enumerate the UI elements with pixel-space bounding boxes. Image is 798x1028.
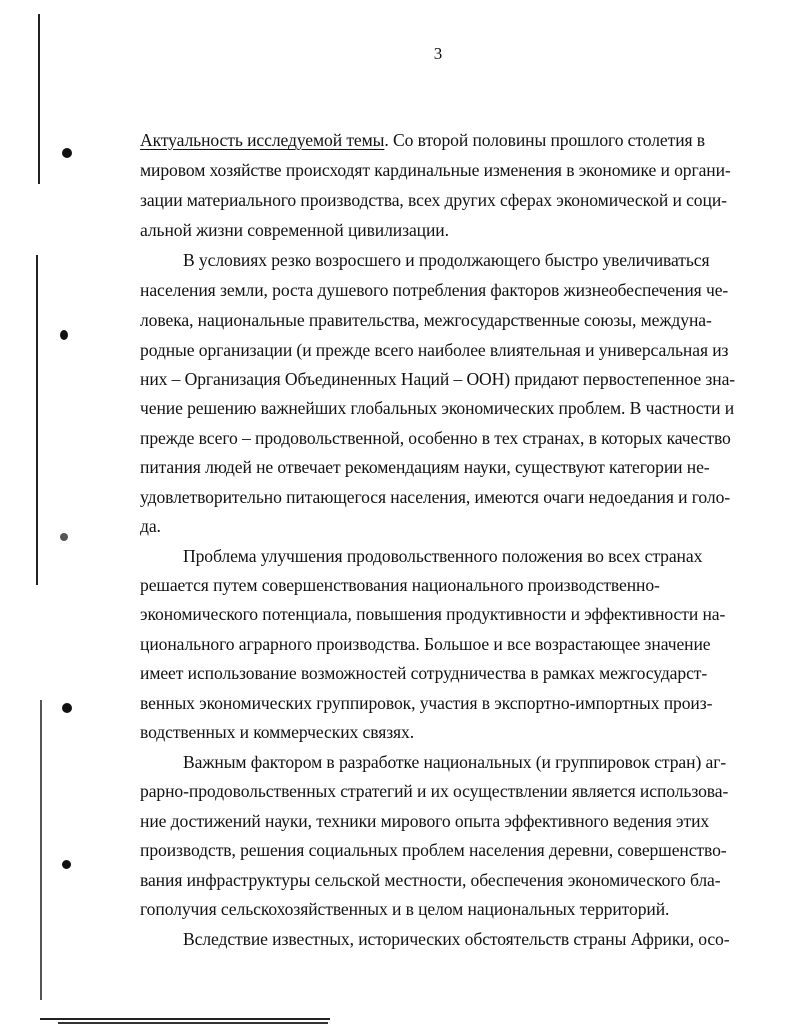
text-line: ние достижений науки, техники мирового опыта эффективного ведения этих — [140, 811, 710, 831]
scan-margin-line — [36, 255, 38, 585]
text-line: имеет использование возможностей сотрудничества в рамках межгосударст- — [140, 663, 708, 683]
punch-hole-mark — [62, 703, 72, 713]
text-line: прежде всего – продовольственной, особенно в тех странах, в которых качество — [140, 428, 731, 448]
section-heading: Актуальность исследуемой темы — [140, 130, 385, 150]
text-line: вания инфраструктуры сельской местности, обеспечения экономического бла- — [140, 870, 721, 890]
scan-margin-line — [38, 14, 40, 184]
text-line: Актуальность исследуемой темы. Со второй половины прошлого столетия в — [140, 130, 706, 150]
text-line: В условиях резко возросшего и продолжающего быстро увеличиваться — [183, 250, 710, 270]
punch-hole-mark — [60, 533, 68, 541]
text-line: удовлетворительно питающегося населения, имеются очаги недоедания и голо- — [140, 487, 731, 507]
text-line: чение решению важнейших глобальных экономических проблем. В частности и — [140, 398, 735, 418]
text-line: рарно-продовольственных стратегий и их осуществлении является использова- — [140, 781, 729, 801]
page-number: 3 — [433, 44, 443, 63]
text-line: альной жизни современной цивилизации. — [140, 220, 449, 240]
text-line: Проблема улучшения продовольственного положения во всех странах — [183, 546, 703, 566]
text-line: Важным фактором в разработке национальных (и группировок стран) аг- — [183, 752, 727, 772]
text-line: экономического потенциала, повышения продуктивности и эффективности на- — [140, 604, 726, 624]
text-line: да. — [140, 516, 161, 536]
punch-hole-mark — [60, 330, 68, 340]
text-line: гополучия сельскохозяйственных и в целом национальных территорий. — [140, 899, 670, 919]
text-line: ционального аграрного производства. Большое и все возрастающее значение — [140, 634, 711, 654]
scan-bottom-line — [40, 1018, 330, 1020]
text-line: них – Организация Объединенных Наций – ООН) придают первостепенное зна- — [140, 369, 736, 389]
scan-margin-line — [40, 700, 42, 1000]
text-line: венных экономических группировок, участия в экспортно-импортных произ- — [140, 693, 713, 713]
text-line: питания людей не отвечает рекомендациям науки, существуют категории не- — [140, 457, 710, 477]
text-line: ловека, национальные правительства, межгосударственные союзы, междуна- — [140, 310, 712, 330]
punch-hole-mark — [62, 860, 71, 869]
text-line: Вследствие известных, исторических обстоятельств страны Африки, осо- — [183, 929, 730, 949]
text-line: зации материального производства, всех других сферах экономической и соци- — [140, 190, 727, 210]
scan-bottom-line — [58, 1022, 328, 1024]
text-line: решается путем совершенствования национального производственно- — [140, 575, 660, 595]
text-line: родные организации (и прежде всего наиболее влиятельная и универсальная из — [140, 340, 729, 360]
text-line: населения земли, роста душевого потребления факторов жизнеобеспечения че- — [140, 280, 729, 300]
text-line: водственных и коммерческих связях. — [140, 722, 415, 742]
text-line: мировом хозяйстве происходят кардинальные изменения в экономике и органи- — [140, 160, 731, 180]
text-line: производств, решения социальных проблем населения деревни, совершенство- — [140, 840, 727, 860]
punch-hole-mark — [62, 148, 72, 158]
